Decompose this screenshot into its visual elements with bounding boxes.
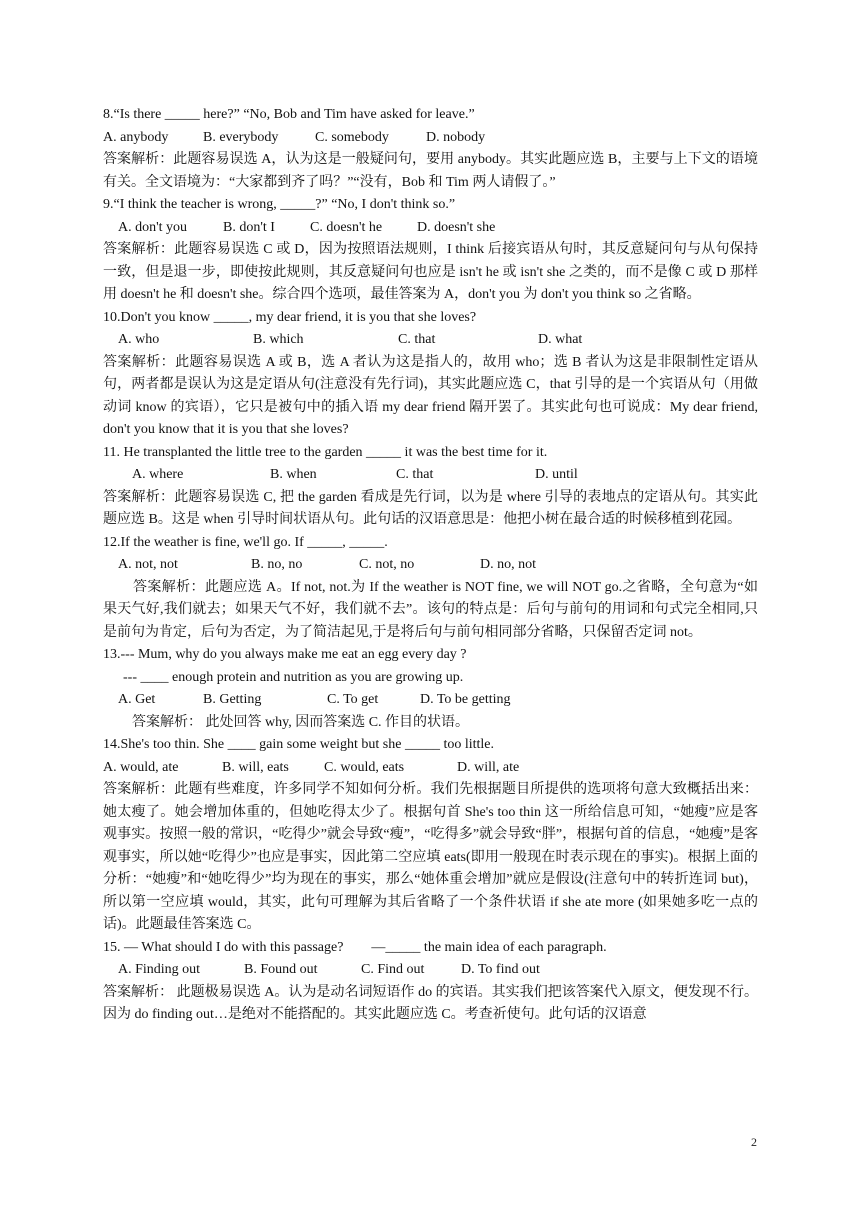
option-b: B. when xyxy=(270,467,317,482)
question-13-explanation: 答案解析： 此处回答 why, 因而答案选 C. 作目的状语。 xyxy=(132,714,470,730)
option-c: C. that xyxy=(396,467,434,482)
question-11-options xyxy=(103,464,758,487)
option-c: C. that xyxy=(398,332,436,347)
option-a: A. where xyxy=(132,467,184,482)
option-d: D. what xyxy=(538,332,583,347)
option-d: D. doesn't she xyxy=(417,219,496,235)
option-b: B. will, eats xyxy=(222,759,289,775)
option-d: D. nobody xyxy=(426,129,486,145)
option-a: A. would, ate xyxy=(103,759,179,775)
option-c: C. would, eats xyxy=(324,759,405,775)
question-13-reply: --- ____ enough protein and nutrition as you are growing up. xyxy=(123,669,464,685)
question-12-explanation: 答案解析：此题应选 A。If not, not.为 If the weather is NOT fine, we will NOT go.之省略，全句意为“如果天气好,我们就去；如果天气不好，我们就不去”。该句的特点是：后句与前句的用词和句式完全相同,只是前句为肯定，后句为否定，为了简洁起见,于是将后句与前句相同部分省略，只保留否定词 not。 xyxy=(103,579,758,640)
question-14-explanation: 答案解析：此题有些难度，许多同学不知如何分析。我们先根据题目所提供的选项将句意大致概括出来：她太瘦了。她会增加体重的，但她吃得太少了。根据句首 She's too thin 这一所给信息可知，“她瘦”应是客观事实。按照一般的常识，“吃得少”就会导致“瘦”，“吃得多”就会导致“胖”，根据句首的信息，“她瘦”是客观事实，所以她“吃得少”也应是事实，因此第二空应填 eats(即用一般现在时表示现在的事实)。根据上面的分析：“她瘦”和“她吃得少”均为现在的事实，那么“她体重会增加”就应是假设(注意句中的转折连词 but)，所以第一空应填 would，其实，此句可理解为其后省略了一个条件状语 if she ate more (如果她多吃一点的话)。此题最佳答案选 C。 xyxy=(103,782,758,932)
option-c: C. Find out xyxy=(361,962,425,977)
page-content xyxy=(103,104,758,1027)
option-d: D. will, ate xyxy=(457,759,520,775)
option-a: A. who xyxy=(118,332,160,347)
option-b: B. Found out xyxy=(244,962,318,977)
question-8-explanation: 答案解析：此题容易误选 A，认为这是一般疑问句，要用 anybody。其实此题应选 B，主要与上下文的语境有关。全文语境为：“大家都到齐了吗？”“没有，Bob 和 Tim 两人请假了。” xyxy=(103,152,758,190)
option-b: B. which xyxy=(253,332,304,347)
option-a: A. anybody xyxy=(103,129,169,145)
question-9-explanation: 答案解析：此题容易误选 C 或 D，因为按照语法规则，I think 后接宾语从句时，其反意疑问句与从句保持一致，但是退一步，即使按此规则，其反意疑问句也应是 isn't he 或 isn't she 之类的，而不是像 C 或 D 那样用 doesn't he 和 doesn't she。综合四个选项，最佳答案为 A，don't you 为 don't you think so 之省略。 xyxy=(103,242,758,302)
option-d: D. until xyxy=(535,467,578,482)
option-b: B. don't I xyxy=(223,219,275,235)
question-9-stem: 9.“I think the teacher is wrong, _____?” “No, I don't think so.” xyxy=(103,197,456,212)
question-8-options xyxy=(103,127,758,150)
option-a: A. don't you xyxy=(118,219,188,235)
option-b: B. Getting xyxy=(203,692,262,707)
question-13-options xyxy=(103,689,758,712)
question-15-explanation: 答案解析： 此题极易误选 A。认为是动名词短语作 do 的宾语。其实我们把该答案代入原文，便发现不行。因为 do finding out…是绝对不能搭配的。其实此题应选 C。考查祈使句。此句话的汉语意 xyxy=(103,984,758,1022)
option-b: B. everybody xyxy=(203,129,279,145)
question-10-explanation: 答案解析：此题容易误选 A 或 B，选 A 者认为这是指人的，故用 who；选 B 者认为这是非限制性定语从句，两者都是误认为这是定语从句(注意没有先行词)，其实此题应选 C，that 引导的是一个宾语从句（用做动词 know 的宾语），它只是被句中的插入语 my dear friend 隔开罢了。其实此句也可说成：My dear friend, don't you know that it is you that she loves? xyxy=(103,354,758,437)
question-12-stem: 12.If the weather is fine, we'll go. If _____, _____. xyxy=(103,534,388,550)
option-d: D. To be getting xyxy=(420,692,511,707)
question-14-options xyxy=(103,757,758,780)
question-9-options xyxy=(103,217,758,240)
question-15-options xyxy=(103,959,758,982)
option-a: A. Get xyxy=(118,692,156,707)
question-14-stem: 14.She's too thin. She ____ gain some weight but she _____ too little. xyxy=(103,737,495,752)
question-10-stem: 10.Don't you know _____, my dear friend, it is you that she loves? xyxy=(103,309,477,325)
option-c: C. To get xyxy=(327,692,379,707)
question-12-options xyxy=(103,554,758,577)
option-c: C. not, no xyxy=(359,557,415,572)
question-11-stem: 11. He transplanted the little tree to the garden _____ it was the best time for it. xyxy=(103,444,548,460)
option-b: B. no, no xyxy=(251,557,303,572)
option-a: A. Finding out xyxy=(118,962,201,977)
question-10-options xyxy=(103,329,758,352)
option-a: A. not, not xyxy=(118,557,178,572)
question-13-stem: 13.--- Mum, why do you always make me eat an egg every day ? xyxy=(103,647,467,662)
page-number: 2 xyxy=(751,1135,757,1149)
option-d: D. To find out xyxy=(461,962,540,977)
question-15-stem: 15. — What should I do with this passage? —_____ the main idea of each paragraph. xyxy=(103,939,607,955)
question-11-explanation: 答案解析：此题容易误选 C, 把 the garden 看成是先行词，以为是 where 引导的表地点的定语从句。其实此题应选 B。这是 when 引导时间状语从句。此句话的汉语意思是：他把小树在最合适的时候移植到花园。 xyxy=(103,489,758,527)
question-8-stem: 8.“Is there _____ here?” “No, Bob and Tim have asked for leave.” xyxy=(103,107,475,122)
option-d: D. no, not xyxy=(480,557,536,572)
option-c: C. doesn't he xyxy=(310,219,383,235)
option-c: C. somebody xyxy=(315,129,389,145)
